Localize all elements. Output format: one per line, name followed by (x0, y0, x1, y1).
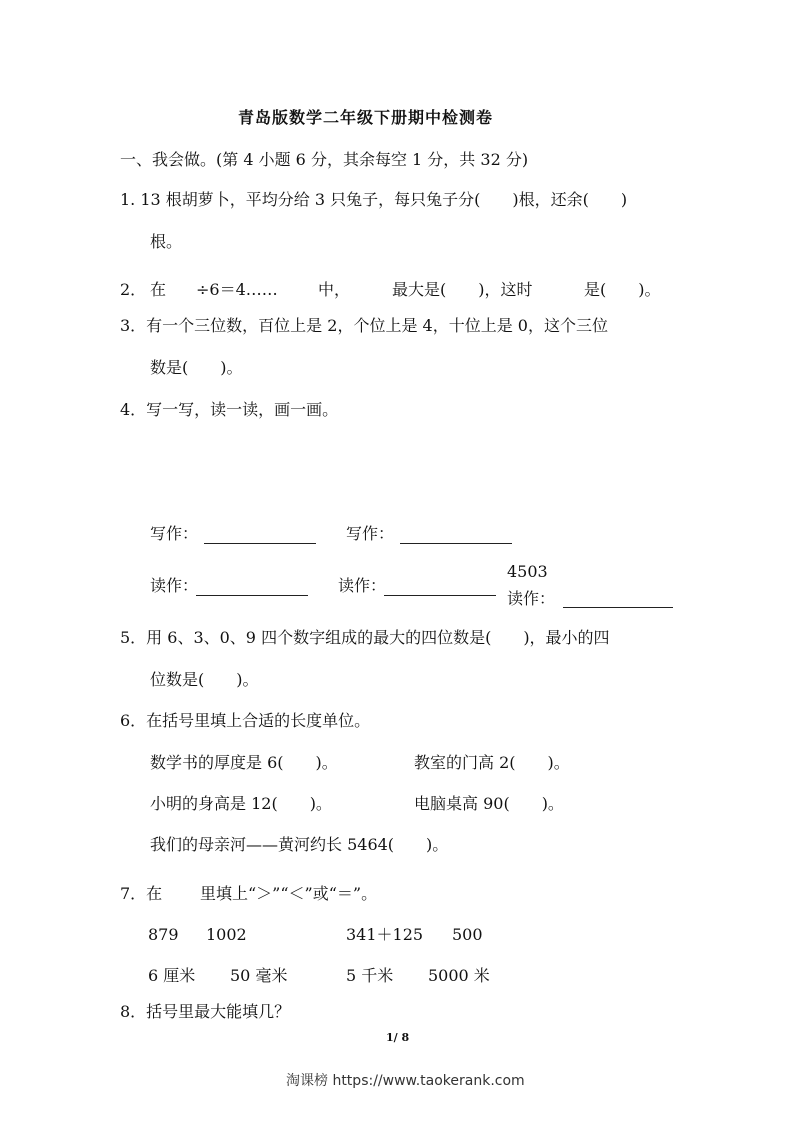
question-7-line-1a: 7．在 (120, 884, 163, 903)
question-2-text-a: 在 (150, 280, 167, 299)
write-answer-blank-2[interactable] (400, 543, 512, 544)
question-2-text-e: 是( )。 (584, 280, 661, 299)
compare-row-1-a: 879 (148, 925, 179, 944)
number-4503: 4503 (507, 562, 548, 581)
question-2-text-d: 最大是( )，这时 (392, 280, 533, 299)
compare-row-2-d: 5000 米 (428, 966, 490, 985)
page-title: 青岛版数学二年级下册期中检测卷 (238, 108, 494, 127)
compare-row-2-b: 50 毫米 (230, 966, 288, 985)
question-1-line-2: 根。 (150, 232, 183, 251)
write-answer-blank-1[interactable] (204, 543, 316, 544)
question-6-item-d: 电脑桌高 90( )。 (414, 794, 564, 813)
question-2-text-c: 中， (318, 280, 351, 299)
question-6-item-a: 数学书的厚度是 6( )。 (150, 753, 338, 772)
question-5-line-1: 5．用 6、3、0、9 四个数字组成的最大的四位数是( )，最小的四 (120, 628, 610, 647)
page-number: 1/ 8 (386, 1031, 410, 1044)
question-2-text-b: ÷6＝4…… (196, 280, 278, 299)
compare-row-1-b: 1002 (206, 925, 247, 944)
question-1-line-1: 1. 13 根胡萝卜，平均分给 3 只兔子，每只兔子分( )根，还余( ) (120, 190, 628, 209)
question-6-line-1: 6．在括号里填上合适的长度单位。 (120, 711, 371, 730)
read-answer-blank-3[interactable] (563, 607, 673, 608)
question-4-line-1: 4．写一写，读一读，画一画。 (120, 400, 339, 419)
read-label-1: 读作： (150, 576, 199, 595)
write-label-1: 写作： (150, 524, 199, 543)
question-8-line-1: 8．括号里最大能填几？ (120, 1002, 291, 1021)
question-7-line-1b: 里填上“＞”“＜”或“＝”。 (200, 884, 378, 903)
read-label-2: 读作： (338, 576, 387, 595)
question-6-item-b: 教室的门高 2( )。 (414, 753, 570, 772)
question-6-item-e: 我们的母亲河——黄河约长 5464( )。 (150, 835, 449, 854)
question-5-line-2: 位数是( )。 (150, 670, 259, 689)
footer-watermark: 淘课榜 https://www.taokerank.com (286, 1073, 525, 1089)
compare-row-1-d: 500 (452, 925, 483, 944)
section-heading: 一、我会做。(第 4 小题 6 分，其余每空 1 分，共 32 分) (120, 150, 529, 169)
read-answer-blank-1[interactable] (196, 595, 308, 596)
question-2-number: 2． (120, 280, 147, 299)
compare-row-2-c: 5 千米 (346, 966, 394, 985)
read-answer-blank-2[interactable] (384, 595, 496, 596)
write-label-2: 写作： (346, 524, 395, 543)
read-label-3: 读作： (507, 589, 556, 608)
question-6-item-c: 小明的身高是 12( )。 (150, 794, 332, 813)
question-3-line-1: 3．有一个三位数，百位上是 2，个位上是 4，十位上是 0，这个三位 (120, 316, 608, 335)
compare-row-2-a: 6 厘米 (148, 966, 196, 985)
compare-row-1-c: 341＋125 (346, 925, 424, 944)
question-3-line-2: 数是( )。 (150, 358, 243, 377)
